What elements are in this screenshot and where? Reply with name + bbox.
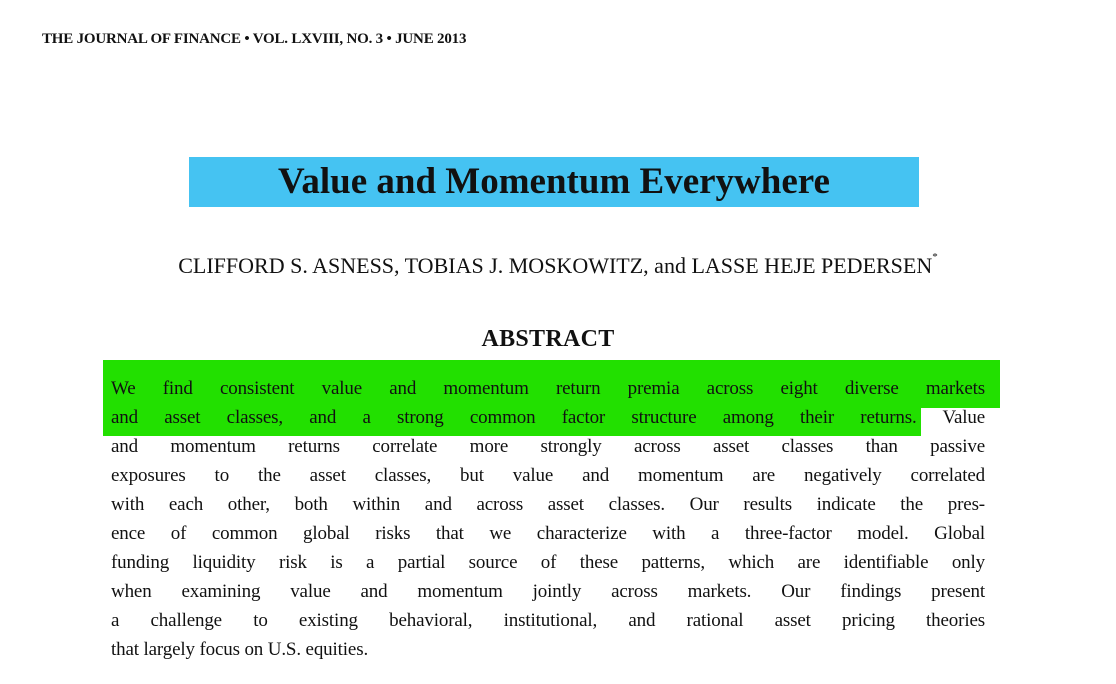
author-list — [0, 253, 1116, 279]
abstract-line: ence of common global risks that we characterize with a three-factor model. Global — [111, 523, 985, 544]
abstract-line: with each other, both within and across asset classes. Our results indicate the pres- — [111, 494, 985, 515]
abstract-line: and momentum returns correlate more strongly across asset classes than passive — [111, 436, 985, 457]
paper-title: Value and Momentum Everywhere — [278, 161, 830, 202]
authors-text: CLIFFORD S. ASNESS, TOBIAS J. MOSKOWITZ, and LASSE HEJE PEDERSEN — [178, 253, 933, 278]
abstract-line: when examining value and momentum jointly across markets. Our findings present — [111, 581, 985, 602]
abstract-line: that largely focus on U.S. equities. — [111, 639, 369, 660]
abstract-line: exposures to the asset classes, but value and momentum are negatively correlated — [111, 465, 985, 486]
journal-header: THE JOURNAL OF FINANCE • VOL. LXVIII, NO. 3 • JUNE 2013 — [42, 31, 467, 47]
author-footnote-mark: * — [932, 251, 938, 263]
abstract-line: a challenge to existing behavioral, institutional, and rational asset pricing theories — [111, 610, 985, 631]
abstract-line: funding liquidity risk is a partial source of these patterns, which are identifiable only — [111, 552, 985, 573]
abstract-body — [111, 374, 985, 664]
abstract-heading: ABSTRACT — [481, 326, 615, 352]
abstract-line: We find consistent value and momentum return premia across eight diverse markets — [111, 378, 985, 399]
abstract-line: and asset classes, and a strong common factor structure among their returns. Value — [111, 407, 985, 428]
